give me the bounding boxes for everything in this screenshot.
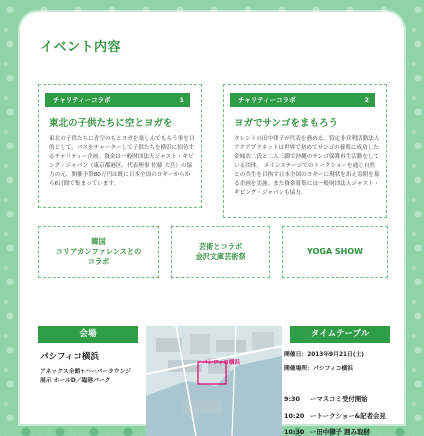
row-time: 10:20 — [284, 412, 305, 420]
charity-badge — [230, 93, 375, 107]
map-label: パシフィコ横浜 — [202, 360, 241, 366]
page-title: イベント内容 — [40, 40, 122, 55]
row-event: ートークショー&記者会見 — [310, 412, 386, 420]
button-label: 韓国 コリアカンファレンスとの コラボ — [55, 237, 142, 266]
venue-name: パシフィコ横浜 — [40, 352, 99, 362]
art-collab-button[interactable] — [171, 226, 270, 278]
card-title: 東北の子供たちに空とヨガを — [49, 118, 173, 129]
badge-label: チャリティーコラボ — [238, 96, 296, 104]
badge-number: 2 — [364, 96, 369, 104]
event-place: 開催場所：パシフィコ横浜 — [284, 366, 354, 372]
timetable-heading: タイムテーブル — [290, 326, 390, 343]
charity-card-2 — [223, 84, 387, 218]
timetable-row — [284, 394, 368, 403]
row-time: 10:30 — [284, 428, 305, 436]
timetable-row — [284, 427, 370, 436]
card-body: タレントの田中律子が代表を務める、特定非営利活動法人アクアプラネットは世界で初めてサンゴの養殖に成功した金城浩二氏と二人三脚で沖縄のサンゴ保護再生活動をしている団体。 メインステージでのトークショーを通じ自然との共生を目指す日本全国のヨギーに現状を訴え寄附を募る企画を実施。また資金募集には一般財団法人ジャスト・ギビング・ジャパンも協力。 — [234, 136, 380, 196]
map-graphic — [146, 326, 282, 436]
charity-card-1 — [38, 84, 202, 208]
badge-number: 1 — [179, 96, 184, 104]
row-time: 9:30 — [284, 395, 300, 403]
venue-heading: 会場 — [38, 326, 138, 343]
card-body: 東北の子供たちに青空のもとヨガを楽しんでもらう事を目的として、バスをチャーターして子供たちを横浜に招待するチャリティー企画。資金は一般財団法人ジャスト・ギビング・ジャパン（東京都港区、代表理事 佐藤 大吾）の協力の元、開催予算80万円は既に日本全国のヨギーからから6日間で集まっています。 — [49, 136, 195, 187]
venue-map[interactable] — [146, 326, 282, 436]
charity-badge — [45, 93, 190, 107]
button-label: YOGA SHOW — [307, 247, 363, 256]
badge-label: チャリティーコラボ — [53, 96, 111, 104]
event-date: 開催日：2013年9月21日(土) — [284, 352, 364, 358]
card-title: ヨガでサンゴをまもろう — [234, 118, 339, 129]
button-label: 芸術とコラボ 金沢文庫芸術祭 — [195, 242, 246, 261]
korea-collab-button[interactable] — [38, 226, 159, 278]
row-event: ー田中律子 囲み取材 — [310, 428, 370, 436]
row-event: ーマスコミ受付開始 — [310, 395, 368, 403]
content-panel — [20, 12, 404, 436]
yoga-show-button[interactable] — [282, 226, 388, 278]
timetable-row — [284, 411, 386, 420]
venue-address: アネックス全館+ハーバーラウンジ 展示 ホールD／臨港パーク — [40, 369, 132, 384]
